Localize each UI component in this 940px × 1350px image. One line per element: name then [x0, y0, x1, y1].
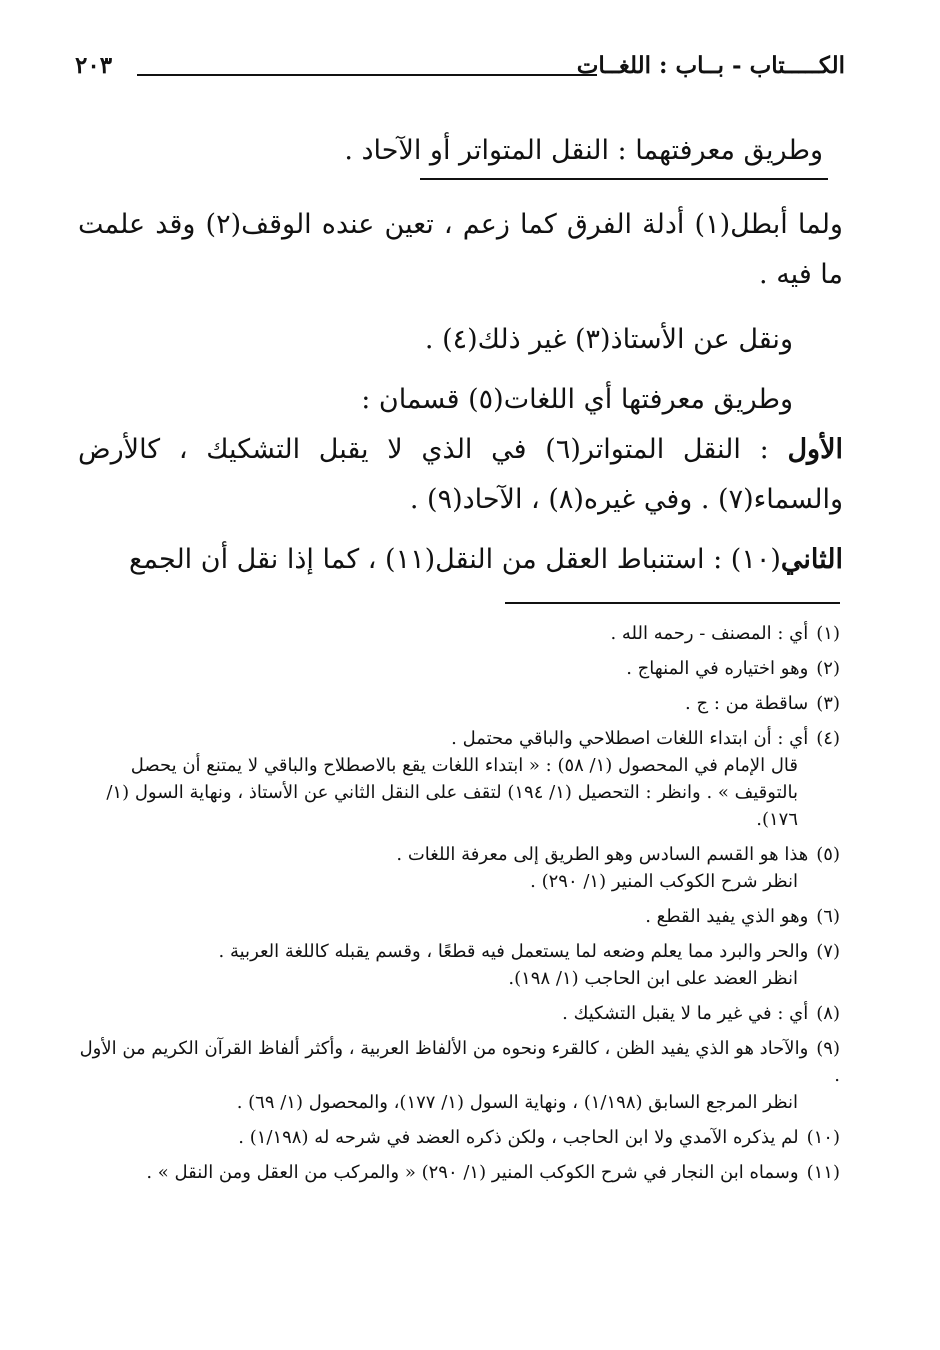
title-underline — [420, 178, 828, 180]
paragraph: ونقل عن الأستاذ(٣) غير ذلك(٤) . — [424, 324, 793, 355]
footnote-number: (٥) — [816, 844, 840, 865]
footnote-text: والحر والبرد مما يعلم وضعه لما يستعمل فيه قطعًا ، وقسم يقبله كاللغة العربية . — [218, 941, 809, 962]
paragraph-second-section — [78, 535, 843, 585]
footnote-number: (١) — [816, 623, 840, 644]
footnote — [75, 1000, 840, 1027]
footnote — [75, 1159, 840, 1186]
footnote — [75, 903, 840, 930]
footnote-text: لم يذكره الآمدي ولا ابن الحاجب ، ولكن ذكره العضد في شرحه له (١/١٩٨) . — [238, 1127, 799, 1148]
footnote — [75, 655, 840, 682]
footnote-number: (١٠) — [806, 1127, 840, 1148]
footnote-text: أي : أن ابتداء اللغات اصطلاحي والباقي محتمل . — [451, 728, 809, 749]
footnote-number: (٤) — [816, 728, 840, 749]
page-header — [75, 52, 845, 92]
paragraph-text: (١٠) : استنباط العقل من النقل(١١) ، كما إذا نقل أن الجمع — [129, 544, 781, 575]
paragraph-first-section — [78, 425, 843, 525]
footnote-text: أي : المصنف - رحمه الله . — [610, 623, 809, 644]
footnote — [75, 690, 840, 717]
footnote-number: (٦) — [816, 906, 840, 927]
page-number: ٢٠٣ — [75, 52, 113, 79]
footnote-separator — [505, 602, 840, 604]
paragraph: وطريق معرفتها أي اللغات(٥) قسمان : — [361, 384, 793, 415]
footnote — [75, 1035, 840, 1116]
paragraph-label: الأول — [787, 434, 843, 465]
section-title: وطريق معرفتهما : النقل المتواتر أو الآحاد . — [344, 135, 823, 166]
footnote-number: (٣) — [816, 693, 840, 714]
paragraph: ولما أبطل(١) أدلة الفرق كما زعم ، تعين عنده الوقف(٢) وقد علمت ما فيه . — [78, 209, 843, 290]
footnote-subtext: قال الإمام في المحصول (١/ ٥٨) : « ابتداء اللغات يقع بالاصطلاح والباقي لا يمتنع أن يحصل بالتوقيف » . وانظر : التحصيل (١/ ١٩٤) لتقف على النقل الثاني عن الأستاذ ، ونهاية السول (١/ ١٧٦). — [106, 755, 798, 830]
footnote-subtext: انظر شرح الكوكب المنير (١/ ٢٩٠) . — [530, 871, 798, 892]
footnote-number: (٩) — [816, 1038, 840, 1059]
running-head: الكـــــتاب - بــاب : اللغــات — [576, 52, 845, 79]
footnotes — [75, 620, 840, 1194]
footnote-text: والآحاد هو الذي يفيد الظن ، كالقرء ونحوه من الألفاظ العربية ، وأكثر ألفاظ القرآن الكريم من الأول . — [79, 1038, 840, 1086]
footnote — [75, 938, 840, 992]
footnote-number: (٢) — [816, 658, 840, 679]
footnote-text: أي : في غير ما لا يقبل التشكيك . — [562, 1003, 809, 1024]
footnote-subtext: انظر العضد على ابن الحاجب (١/ ١٩٨). — [508, 968, 798, 989]
footnote-text: هذا هو القسم السادس وهو الطريق إلى معرفة اللغات . — [396, 844, 809, 865]
footnote-number: (١١) — [806, 1162, 840, 1183]
footnote — [75, 1124, 840, 1151]
footnote-text: ساقطة من : ج . — [685, 693, 809, 714]
footnote — [75, 620, 840, 647]
footnote-text: وهو اختياره في المنهاج . — [626, 658, 809, 679]
paragraph-text: : النقل المتواتر(٦) في الذي لا يقبل التشكيك ، كالأرض والسماء(٧) . وفي غيره(٨) ، الآحاد(٩) . — [78, 434, 843, 515]
footnote — [75, 725, 840, 833]
footnote-number: (٧) — [816, 941, 840, 962]
header-rule — [137, 74, 597, 76]
footnote-text: وهو الذي يفيد القطع . — [645, 906, 809, 927]
footnote-text: وسماه ابن النجار في شرح الكوكب المنير (١/ ٢٩٠) « والمركب من العقل ومن النقل » . — [146, 1162, 799, 1183]
footnote-number: (٨) — [816, 1003, 840, 1024]
footnote-subtext: انظر المرجع السابق (١/١٩٨) ، ونهاية السول (١/ ١٧٧)، والمحصول (١/ ٦٩) . — [236, 1092, 798, 1113]
footnote — [75, 841, 840, 895]
paragraph-label: الثاني — [780, 544, 843, 575]
